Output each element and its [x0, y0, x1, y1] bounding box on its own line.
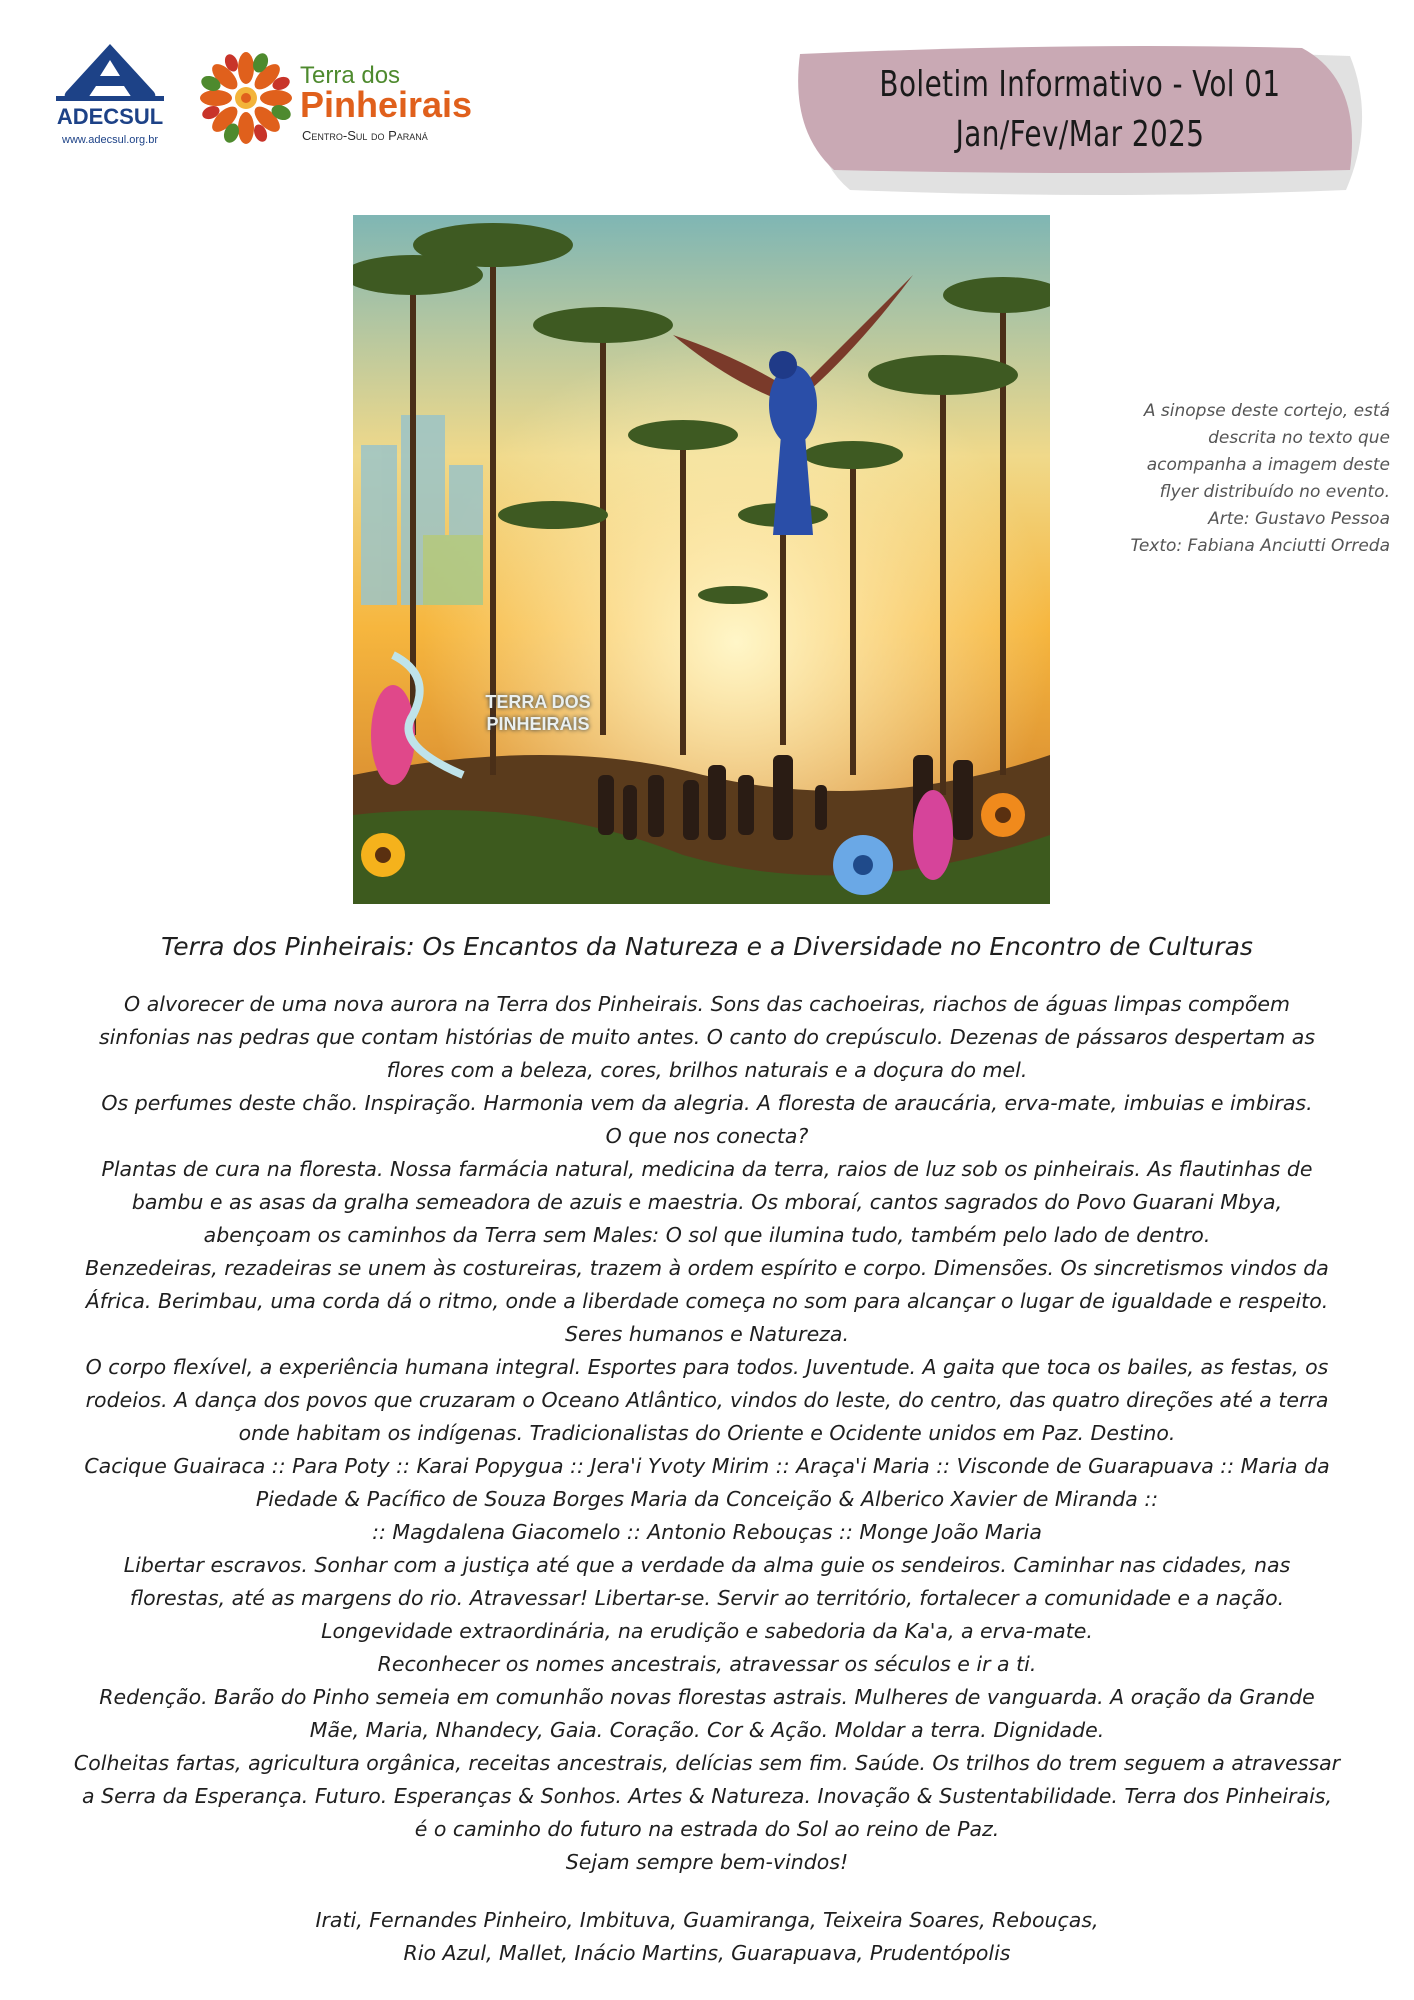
terra-logo-line3: Centro-Sul do Paraná: [302, 128, 428, 143]
body-line: Reconhecer os nomes ancestrais, atravessar os séculos e ir a ti.: [377, 1652, 1037, 1676]
body-line: florestas, até as margens do rio. Atravessar! Libertar-se. Servir ao território, fortalecer a comunidade e a nação.: [129, 1586, 1285, 1610]
caption-art-credit: Arte: Gustavo Pessoa: [1208, 509, 1390, 529]
illustration-scene: [353, 215, 1050, 904]
body-line: Sejam sempre bem-vindos!: [565, 1850, 849, 1874]
body-line: O que nos conecta?: [605, 1124, 809, 1148]
body-line: Os perfumes deste chão. Inspiração. Harmonia vem da alegria. A floresta de araucária, erva-mate, imbuias e imbiras.: [101, 1091, 1313, 1115]
caption-line: descrita no texto que: [1208, 428, 1390, 448]
body-line: Longevidade extraordinária, na erudição e sabedoria da Ka'a, a erva-mate.: [321, 1619, 1093, 1643]
body-line: Libertar escravos. Sonhar com a justiça até que a verdade da alma guie os sendeiros. Caminhar nas cidades, nas: [123, 1553, 1291, 1577]
adecsul-a-icon: [54, 42, 166, 102]
municipalities-list: [60, 1904, 1354, 1970]
article-body: [60, 988, 1354, 1879]
body-line: Mãe, Maria, Nhandecy, Gaia. Coração. Cor & Ação. Moldar a terra. Dignidade.: [309, 1718, 1105, 1742]
body-line: Seres humanos e Natureza.: [564, 1322, 850, 1346]
flower-emblem-icon: [196, 46, 296, 150]
body-line: onde habitam os indígenas. Tradicionalistas do Oriente e Ocidente unidos em Paz. Destino.: [238, 1421, 1176, 1445]
bulletin-banner: [790, 40, 1370, 200]
terra-dos-pinheirais-logo: [196, 46, 516, 150]
body-line: a Serra da Esperança. Futuro. Esperanças & Sonhos. Artes & Natureza. Inovação & Sustentabilidade. Terra dos Pinheirais,: [82, 1784, 1332, 1808]
body-line: bambu e as asas da gralha semeadora de azuis e maestria. Os mboraí, cantos sagrados do Povo Guarani Mbya,: [131, 1190, 1283, 1214]
illustration-caption: [1080, 398, 1390, 560]
araucaria-forest-illustration: [353, 215, 1050, 904]
body-line: O alvorecer de uma nova aurora na Terra dos Pinheirais. Sons das cachoeiras, riachos de águas limpas compõem: [124, 992, 1290, 1016]
body-line: é o caminho do futuro na estrada do Sol ao reino de Paz.: [414, 1817, 1000, 1841]
adecsul-url: www.adecsul.org.br: [62, 134, 158, 146]
body-line: sinfonias nas pedras que contam histórias de muito antes. O canto do crepúsculo. Dezenas de pássaros despertam as: [98, 1025, 1316, 1049]
body-line: Colheitas fartas, agricultura orgânica, receitas ancestrais, delícias sem fim. Saúde. Os trilhos do trem seguem a atravessar: [73, 1751, 1341, 1775]
cities-line: Irati, Fernandes Pinheiro, Imbituva, Guamiranga, Teixeira Soares, Rebouças,: [315, 1908, 1099, 1932]
illustration-label: TERRA DOS PINHEIRAIS: [485, 692, 591, 734]
article-title: Terra dos Pinheirais: Os Encantos da Natureza e a Diversidade no Encontro de Culturas: [161, 932, 1253, 961]
body-line: África. Berimbau, uma corda dá o ritmo, onde a liberdade começa no som para alcançar o lugar de igualdade e respeito.: [85, 1289, 1329, 1313]
body-line: abençoam os caminhos da Terra sem Males: O sol que ilumina tudo, também pelo lado de dentro.: [203, 1223, 1211, 1247]
adecsul-name: ADECSUL: [56, 104, 164, 129]
adecsul-logo: [50, 42, 170, 152]
body-line: Plantas de cura na floresta. Nossa farmácia natural, medicina da terra, raios de luz sob os pinheirais. As flautinhas de: [101, 1157, 1313, 1181]
caption-line: acompanha a imagem deste: [1146, 455, 1390, 475]
body-line: Benzedeiras, rezadeiras se unem às costureiras, trazem à ordem espírito e corpo. Dimensões. Os sincretismos vindos da: [85, 1256, 1329, 1280]
body-line: flores com a beleza, cores, brilhos naturais e a doçura do mel.: [386, 1058, 1028, 1082]
body-line: O corpo flexível, a experiência humana integral. Esportes para todos. Juventude. A gaita que toca os bailes, as festas, os: [85, 1355, 1329, 1379]
caption-line: flyer distribuído no evento.: [1159, 482, 1390, 502]
caption-text-credit: Texto: Fabiana Anciutti Orreda: [1130, 536, 1390, 556]
terra-logo-line2: Pinheirais: [300, 84, 473, 125]
body-line: Piedade & Pacífico de Souza Borges Maria da Conceição & Alberico Xavier de Miranda ::: [255, 1487, 1159, 1511]
body-line: rodeios. A dança dos povos que cruzaram o Oceano Atlântico, vindos do leste, do centro, das quatro direções até a terra: [85, 1388, 1329, 1412]
terra-logo-line1: Terra dos: [300, 62, 401, 89]
body-line: Redenção. Barão do Pinho semeia em comunhão novas florestas astrais. Mulheres de vanguarda. A oração da Grande: [99, 1685, 1315, 1709]
body-line: :: Magdalena Giacomelo :: Antonio Rebouças :: Monge João Maria: [372, 1520, 1042, 1544]
caption-line: A sinopse deste cortejo, está: [1143, 401, 1390, 421]
bulletin-title: Boletim Informativo - Vol 01: [879, 64, 1281, 105]
body-line: Cacique Guairaca :: Para Poty :: Karai Popygua :: Jera'i Yvoty Mirim :: Araça'i Maria :: Visconde de Guarapuava :: Maria da: [84, 1454, 1330, 1478]
bulletin-period: Jan/Fev/Mar 2025: [955, 114, 1205, 155]
cities-line: Rio Azul, Mallet, Inácio Martins, Guarapuava, Prudentópolis: [403, 1941, 1011, 1965]
